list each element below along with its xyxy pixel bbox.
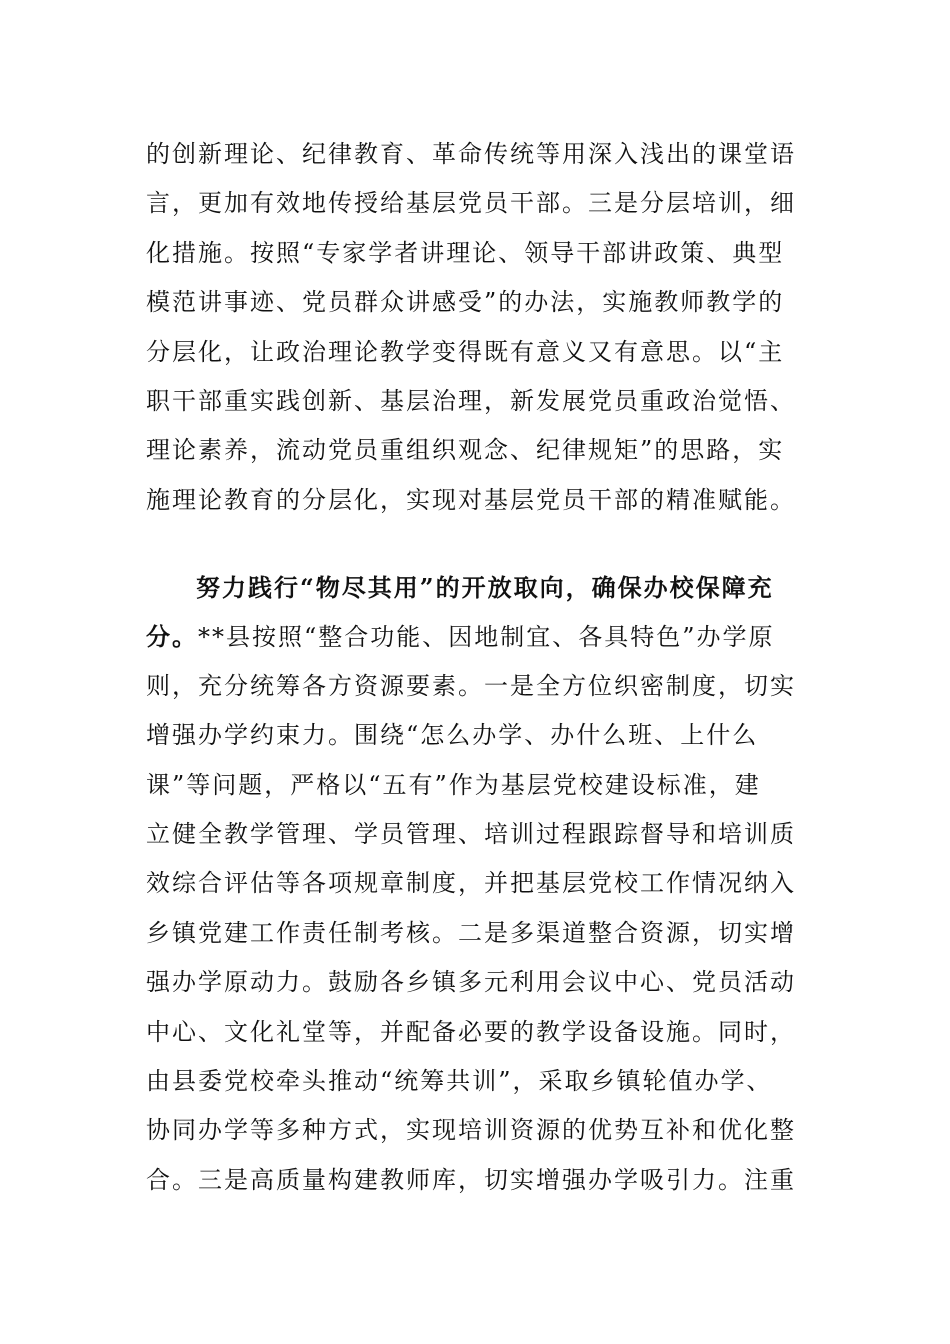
paragraph-line: 课”等问题，严格以“五有”作为基层党校建设标准，建 xyxy=(146,770,761,799)
paragraph-line: 立健全教学管理、学员管理、培训过程跟踪督导和培训质 xyxy=(146,819,796,848)
paragraph-line: 的创新理论、纪律教育、革命传统等用深入浅出的课堂语 xyxy=(146,140,796,168)
paragraph-line: 分层化，让政治理论教学变得既有意义又有意思。以“主 xyxy=(146,337,785,366)
paragraph-line: 中心、文化礼堂等，并配备必要的教学设备设施。同时， xyxy=(146,1017,796,1046)
paragraph-heading-continuation xyxy=(146,612,786,661)
paragraph-line: 言，更加有效地传授给基层党员干部。三是分层培训，细 xyxy=(146,189,796,218)
paragraph-line: 化措施。按照“专家学者讲理论、领导干部讲政策、典型 xyxy=(146,238,785,267)
paragraph-line: 合。三是高质量构建教师库，切实增强办学吸引力。注重 xyxy=(146,1165,796,1194)
paragraph-line: 乡镇党建工作责任制考核。二是多渠道整合资源，切实增 xyxy=(146,918,796,947)
paragraph-line: 施理论教育的分层化，实现对基层党员干部的精准赋能。 xyxy=(146,485,796,514)
paragraph-line: 增强办学约束力。围绕“怎么办学、办什么班、上什么 xyxy=(146,721,759,750)
paragraph-line: 职干部重实践创新、基层治理，新发展党员重政治觉悟、 xyxy=(146,386,796,415)
paragraph-line: 模范讲事迹、党员群众讲感受”的办法，实施教师教学的 xyxy=(146,288,785,317)
paragraph-line: 由县委党校牵头推动“统筹共训”，采取乡镇轮值办学、 xyxy=(146,1066,773,1095)
paragraph-line: 则，充分统筹各方资源要素。一是全方位织密制度，切实 xyxy=(146,671,796,700)
paragraph-line: 强办学原动力。鼓励各乡镇多元利用会议中心、党员活动 xyxy=(146,968,796,997)
paragraph-text: **县按照“整合功能、因地制宜、各具特色”办学原 xyxy=(198,623,775,652)
paragraph-line: 理论素养，流动党员重组织观念、纪律规矩”的思路，实 xyxy=(146,436,785,465)
paragraph-2 xyxy=(146,563,796,1205)
paragraph-heading-end: 分。 xyxy=(146,622,198,652)
paragraph-heading: 努力践行“物尽其用”的开放取向，确保办校保障充 xyxy=(196,573,774,602)
paragraph-1 xyxy=(146,130,796,525)
paragraph-line: 效综合评估等各项规章制度，并把基层党校工作情况纳入 xyxy=(146,869,796,898)
paragraph-line: 协同办学等多种方式，实现培训资源的优势互补和优化整 xyxy=(146,1116,796,1145)
